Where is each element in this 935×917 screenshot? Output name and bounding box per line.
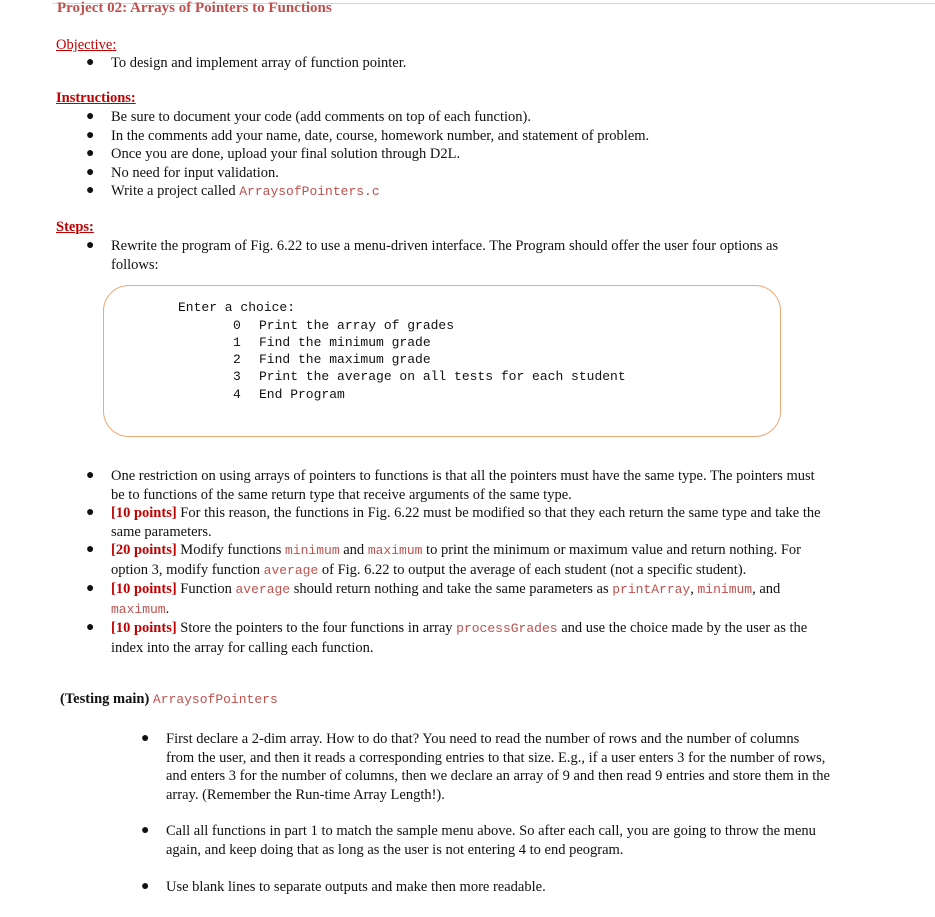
bullet-icon: ● bbox=[86, 620, 95, 635]
testing-list-3 bbox=[141, 878, 901, 897]
objective-heading bbox=[56, 37, 116, 54]
bullet-icon: ● bbox=[86, 164, 95, 180]
testing-text: First declare a 2-dim array. How to do that? You need to read the number of rows and the number of columns bbox=[166, 731, 800, 747]
testing-text: array. (Remember the Run-time Array Length!). bbox=[166, 786, 445, 803]
bullet-icon: ● bbox=[141, 823, 150, 838]
requirement-text: For this reason, the functions in Fig. 6.22 must be modified so that they each return the same type and take the bbox=[176, 505, 821, 521]
instruction-text: No need for input validation. bbox=[111, 164, 279, 181]
points-label: [10 points] bbox=[111, 581, 177, 597]
steps-intro-list bbox=[86, 237, 876, 274]
objective-item-text: To design and implement array of function pointer. bbox=[111, 55, 407, 71]
testing-list-2 bbox=[141, 822, 901, 859]
objective-heading-colon: : bbox=[112, 37, 117, 53]
bullet-icon: ● bbox=[86, 127, 95, 143]
testing-list-1 bbox=[141, 730, 901, 804]
testing-item bbox=[141, 878, 901, 897]
steps-heading: Steps: bbox=[56, 219, 94, 235]
code-maximum: maximum bbox=[367, 543, 423, 558]
menu-option-text: Print the average on all tests for each student bbox=[259, 369, 626, 384]
menu-option-num: 0 bbox=[233, 318, 241, 333]
code-printarray: printArray bbox=[612, 582, 691, 597]
requirement-text: to print the minimum or maximum value and return nothing. For bbox=[422, 542, 801, 558]
instruction-item bbox=[86, 127, 906, 146]
requirement-item bbox=[86, 580, 886, 619]
instructions-heading: Instructions: bbox=[56, 90, 136, 106]
steps-intro-line1: Rewrite the program of Fig. 6.22 to use a menu-driven interface. The Program should offer the user four options as bbox=[111, 238, 779, 254]
requirement-text: and use the choice made by the user as the bbox=[557, 620, 808, 636]
objective-list bbox=[86, 54, 906, 73]
instruction-item bbox=[86, 108, 906, 127]
requirement-item bbox=[86, 504, 886, 541]
instruction-text: Be sure to document your code (add comments on top of each function). bbox=[111, 109, 531, 125]
requirement-text: should return nothing and take the same parameters as bbox=[290, 581, 613, 597]
requirement-text: . bbox=[165, 600, 170, 617]
requirement-text: , bbox=[690, 581, 698, 597]
testing-text: Use blank lines to separate outputs and make then more readable. bbox=[166, 879, 546, 895]
requirement-text: option 3, modify function bbox=[111, 561, 264, 578]
bullet-icon: ● bbox=[86, 109, 95, 124]
bullet-icon: ● bbox=[86, 542, 95, 557]
steps-intro-item bbox=[86, 237, 876, 274]
code-average: average bbox=[263, 562, 319, 578]
code-processgrades: processGrades bbox=[456, 621, 558, 636]
project-filename: ArraysofPointers.c bbox=[239, 184, 380, 199]
points-label: [20 points] bbox=[111, 542, 177, 558]
menu-option-num: 2 bbox=[233, 352, 241, 367]
testing-text: Call all functions in part 1 to match the sample menu above. So after each call, you are going to throw the menu bbox=[166, 823, 816, 839]
code-minimum: minimum bbox=[697, 582, 753, 597]
menu-option-num: 1 bbox=[233, 335, 241, 350]
instruction-text: Once you are done, upload your final solution through D2L. bbox=[111, 146, 461, 162]
testing-text: and enters 3 for the number of columns, then we declare an array of 9 and then read 9 entries and store them in the bbox=[166, 768, 830, 784]
code-maximum: maximum bbox=[111, 601, 166, 617]
steps-intro-line2: follows: bbox=[111, 256, 159, 273]
bullet-icon: ● bbox=[86, 581, 95, 596]
bullet-icon: ● bbox=[86, 238, 95, 253]
requirement-text: , and bbox=[752, 581, 781, 597]
testing-text: again, and keep doing that as long as the user is not entering 4 to end peogram. bbox=[166, 841, 624, 858]
requirement-text: One restriction on using arrays of pointers to functions is that all the pointers must have the same type. The pointers must bbox=[111, 468, 815, 484]
testing-item bbox=[141, 822, 901, 859]
bullet-icon: ● bbox=[141, 879, 150, 894]
menu-option-text: Find the maximum grade bbox=[259, 352, 431, 367]
instruction-item bbox=[86, 145, 906, 164]
requirement-item bbox=[86, 467, 886, 504]
testing-label: (Testing main) bbox=[60, 691, 153, 707]
menu-option-num: 4 bbox=[233, 387, 241, 402]
code-average: average bbox=[235, 582, 291, 597]
requirement-text: of Fig. 6.22 to output the average of each student (not a specific student). bbox=[318, 561, 747, 578]
instruction-item bbox=[86, 182, 906, 202]
menu-option-text: Print the array of grades bbox=[259, 318, 455, 333]
bullet-icon: ● bbox=[86, 146, 95, 161]
requirement-text: and bbox=[339, 542, 368, 558]
requirement-text: Modify functions bbox=[176, 542, 286, 558]
requirement-text: same parameters. bbox=[111, 523, 212, 540]
testing-text: from the user, and then it reads a corresponding entries to that size. E.g., if a user enters 3 for the number of rows, bbox=[166, 749, 826, 766]
code-minimum: minimum bbox=[285, 543, 340, 558]
requirements-list bbox=[86, 467, 886, 657]
instructions-list bbox=[86, 108, 906, 202]
instruction-text: In the comments add your name, date, course, homework number, and statement of problem. bbox=[111, 127, 650, 144]
bullet-icon: ● bbox=[86, 55, 95, 70]
testing-item bbox=[141, 730, 901, 804]
requirement-text: be to functions of the same return type that receive arguments of the same type. bbox=[111, 486, 572, 503]
objective-item bbox=[86, 54, 906, 73]
menu-prompt: Enter a choice: bbox=[178, 300, 296, 315]
requirement-text: index into the array for calling each function. bbox=[111, 639, 374, 656]
bullet-icon: ● bbox=[86, 505, 95, 520]
requirement-text: Store the pointers to the four functions in array bbox=[176, 620, 457, 636]
objective-heading-text: Objective bbox=[56, 37, 113, 53]
bullet-icon: ● bbox=[86, 183, 95, 198]
requirement-item bbox=[86, 541, 886, 580]
testing-heading bbox=[60, 691, 278, 708]
points-label: [10 points] bbox=[111, 620, 177, 636]
menu-option-text: End Program bbox=[259, 387, 345, 402]
points-label: [10 points] bbox=[111, 505, 177, 521]
menu-option-text: Find the minimum grade bbox=[259, 335, 431, 350]
instruction-text: Write a project called bbox=[111, 183, 240, 199]
bullet-icon: ● bbox=[141, 731, 150, 746]
requirement-item bbox=[86, 619, 886, 657]
page-title: Project 02: Arrays of Pointers to Functions bbox=[57, 0, 332, 16]
menu-option-num: 3 bbox=[233, 369, 241, 384]
instruction-item bbox=[86, 164, 906, 183]
bullet-icon: ● bbox=[86, 468, 95, 483]
requirement-text: Function bbox=[176, 581, 236, 597]
testing-code: ArraysofPointers bbox=[152, 692, 278, 707]
